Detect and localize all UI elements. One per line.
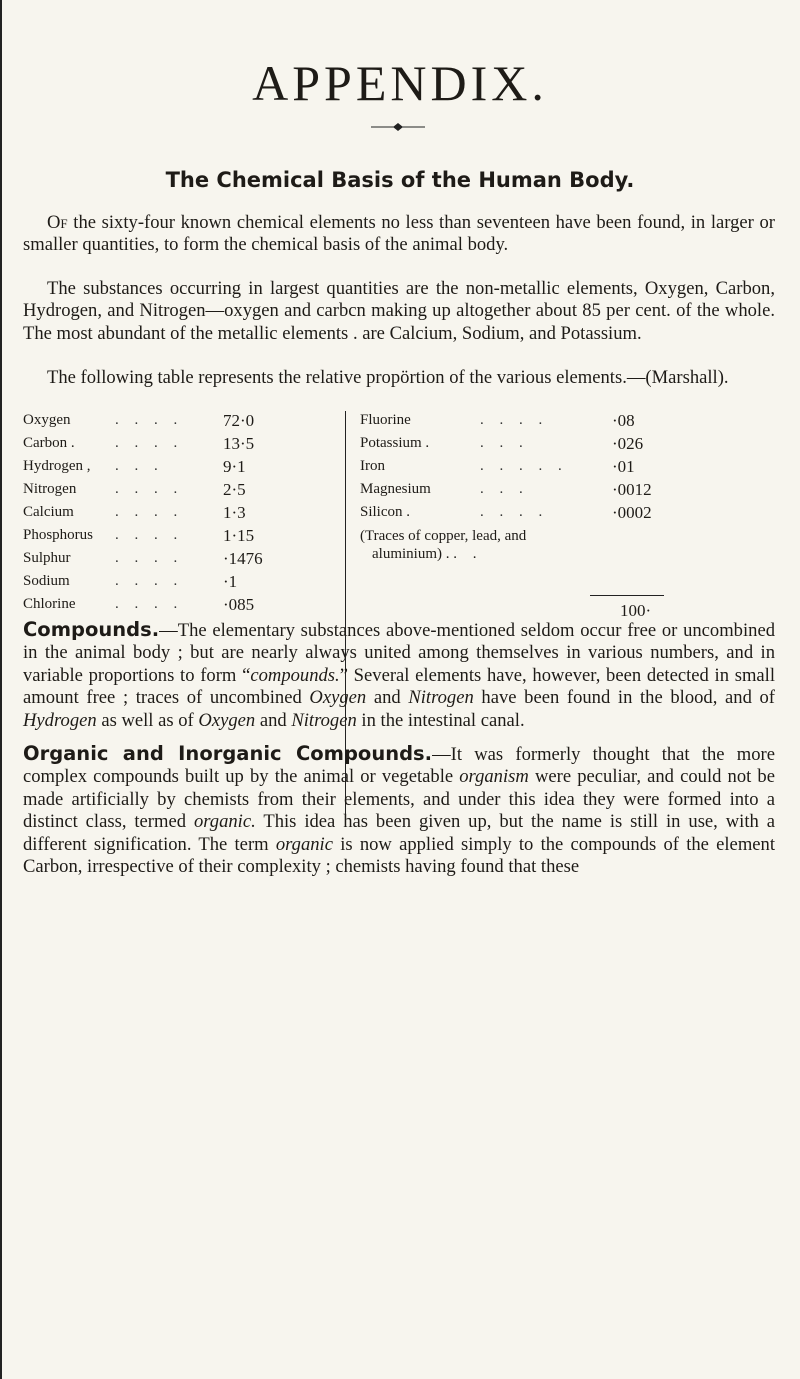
leader-dots: . . . . (115, 435, 184, 451)
compounds-text: and (366, 687, 409, 709)
element-name: Iron (360, 458, 385, 474)
table-note-line-1: (Traces of copper, lead, and (360, 528, 527, 544)
compounds-term: Oxygen (198, 709, 256, 731)
compounds-text: have been found in the blood, and of (473, 687, 775, 709)
element-value: 13·5 (223, 434, 255, 453)
table-row (23, 547, 333, 570)
compounds-term: Nitrogen (291, 709, 357, 731)
element-value: 2·5 (223, 480, 246, 499)
table-row (23, 432, 333, 455)
organic-text: were peculiar, and could not be made artificially by chemists from their elements, and under this idea they were formed into a distinct class, termed (23, 766, 775, 833)
section-title: The Chemical Basis of the Human Body. (165, 168, 635, 192)
organic-term: organic (275, 833, 333, 855)
intro-paragraph-3: The following table represents the relative propörtion of the various elements.—(Marshall). (47, 367, 729, 388)
table-row (23, 478, 333, 501)
table-note-line-2: aluminium) . (372, 546, 450, 562)
intro-paragraph-1 (23, 212, 775, 257)
element-value: ·1 (223, 572, 238, 591)
element-name: Sulphur (23, 550, 71, 566)
leader-dots: . . . . . (480, 458, 568, 474)
leader-dots: . . . . (480, 412, 549, 428)
organic-text: This idea has been given up, but the name is still in use, with a different signification. The term (23, 811, 775, 855)
element-name: Oxygen (23, 412, 71, 428)
compounds-term: Oxygen (309, 687, 367, 709)
ornament-divider-icon (371, 122, 425, 132)
element-value: ·026 (612, 434, 644, 453)
drop-word: Of (47, 212, 68, 233)
table-row (23, 593, 333, 616)
intro-paragraph-2: The substances occurring in largest quantities are the non-metallic elements, Oxygen, Carbon, Hydrogen, and Nitrogen—oxygen and carbcn making up altogether about 85 per cent. of the whole. The most abundant of the metallic elements . are Calcium, Sodium, and Potassium. (23, 278, 775, 344)
table-row (360, 478, 670, 501)
element-value: 72·0 (223, 411, 255, 430)
compounds-text: ” Several elements have, however, been detected in small amount free ; traces of uncombined (23, 664, 775, 709)
table-right-column (360, 409, 670, 620)
table-note-line-2-wrap (360, 545, 670, 563)
page-title: APPENDIX. (252, 55, 548, 111)
leader-dots: . . . . (115, 504, 184, 520)
table-row (23, 570, 333, 593)
element-name: Nitrogen (23, 481, 77, 497)
total-rule (590, 595, 664, 596)
organic-term: organic. (193, 811, 256, 833)
element-name: Sodium (23, 573, 70, 589)
table-row (360, 409, 670, 432)
leader-dots: . . . . (115, 412, 184, 428)
element-value: ·0002 (612, 503, 652, 522)
organic-paragraph (23, 743, 775, 878)
element-name: Chlorine (23, 596, 76, 612)
leader-dots: . . . (115, 458, 164, 474)
element-value: 9·1 (223, 457, 246, 476)
leader-dots: . . . . (115, 527, 184, 543)
compounds-heading: Compounds. (23, 618, 160, 641)
element-value: 1·3 (223, 503, 246, 522)
element-value: ·1476 (223, 549, 263, 568)
element-name: Calcium (23, 504, 74, 520)
table-row (23, 455, 333, 478)
table-row (360, 455, 670, 478)
leader-dots: . . . . (115, 550, 184, 566)
table-note (360, 524, 670, 563)
element-value: ·085 (223, 595, 255, 614)
compounds-term: Nitrogen (408, 687, 474, 709)
compounds-text: and (255, 709, 292, 731)
element-name: Carbon . (23, 435, 75, 451)
leader-dots: . . . . (480, 504, 549, 520)
element-value: ·08 (612, 411, 635, 430)
table-left-column (23, 409, 333, 616)
table-row (360, 501, 670, 524)
compounds-text: in the intestinal canal. (356, 709, 525, 731)
table-total: 100· (620, 601, 652, 620)
element-name: Hydrogen , (23, 458, 91, 474)
organic-heading: Organic and Inorganic Compounds. (23, 742, 433, 765)
element-name: Fluorine (360, 412, 411, 428)
leader-dots: . . . . (115, 596, 184, 612)
organic-text: —It was formerly thought that the more complex compounds built up by the animal or vegetable (23, 744, 775, 788)
leader-dots: . . . (480, 435, 529, 451)
intro-paragraph-1-text: the sixty-four known chemical elements no less than seventeen have been found, in larger or smaller quantities, to form the chemical basis of the animal body. (23, 212, 775, 256)
organic-text: is now applied simply to the compounds of the element Carbon, irrespective of their complexity ; chemists having found that these (23, 833, 775, 878)
table-row (23, 501, 333, 524)
element-value: 1·15 (223, 526, 255, 545)
page-edge-rule (0, 0, 2, 1379)
table-row (23, 409, 333, 432)
leader-dots: . . (453, 546, 483, 562)
compounds-term: compounds. (250, 664, 340, 686)
compounds-text: as well as of (96, 709, 199, 731)
element-value: ·0012 (612, 480, 652, 499)
element-value: ·01 (612, 457, 635, 476)
compounds-paragraph (23, 619, 775, 732)
compounds-term: Hydrogen (23, 709, 97, 731)
leader-dots: . . . . (115, 481, 184, 497)
table-row (360, 432, 670, 455)
element-name: Phosphorus (23, 527, 94, 543)
element-name: Silicon . (360, 504, 411, 520)
leader-dots: . . . . (115, 573, 184, 589)
compounds-text: —The elementary substances above-mentioned seldom occur free or uncombined in the animal body ; but are nearly always united among themselves in various numbers, and in variable proportions to form “ (23, 620, 775, 686)
element-name: Potassium . (360, 435, 430, 451)
element-name: Magnesium (360, 481, 431, 497)
leader-dots: . . . (480, 481, 529, 497)
table-row (23, 524, 333, 547)
organic-term: organism (459, 766, 529, 788)
